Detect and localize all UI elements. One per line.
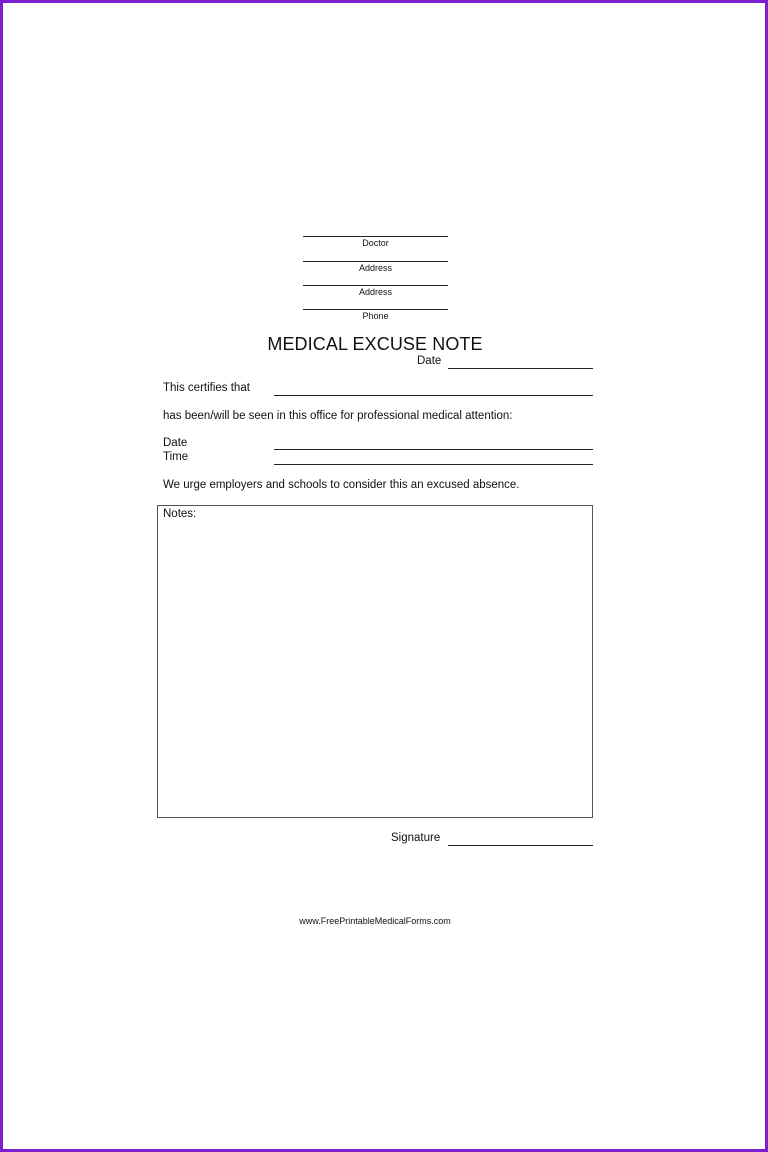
certifies-label: This certifies that: [163, 382, 250, 394]
visit-date-label: Date: [163, 437, 188, 449]
notes-box[interactable]: [157, 505, 593, 818]
visit-time-label: Time: [163, 451, 189, 463]
address-label-1: Address: [358, 263, 393, 273]
phone-label: Phone: [362, 311, 389, 321]
address-line-2[interactable]: [303, 285, 448, 286]
doctor-label: Doctor: [362, 238, 389, 248]
excused-absence-text: We urge employers and schools to consider this an excused absence.: [163, 479, 520, 491]
address-line-1[interactable]: [303, 261, 448, 262]
statement-text: has been/will be seen in this office for professional medical attention:: [163, 410, 513, 422]
date-line[interactable]: [448, 368, 593, 369]
patient-name-line[interactable]: [274, 395, 593, 396]
date-label: Date: [417, 355, 442, 367]
signature-line[interactable]: [448, 845, 593, 846]
doctor-line[interactable]: [303, 236, 448, 237]
visit-date-line[interactable]: [274, 449, 593, 450]
document-title: MEDICAL EXCUSE NOTE: [267, 334, 483, 354]
signature-label: Signature: [391, 832, 441, 844]
address-label-2: Address: [358, 287, 393, 297]
phone-line[interactable]: [303, 309, 448, 310]
notes-label: Notes:: [163, 508, 197, 520]
visit-time-line[interactable]: [274, 464, 593, 465]
footer-url: www.FreePrintableMedicalForms.com: [299, 916, 451, 926]
